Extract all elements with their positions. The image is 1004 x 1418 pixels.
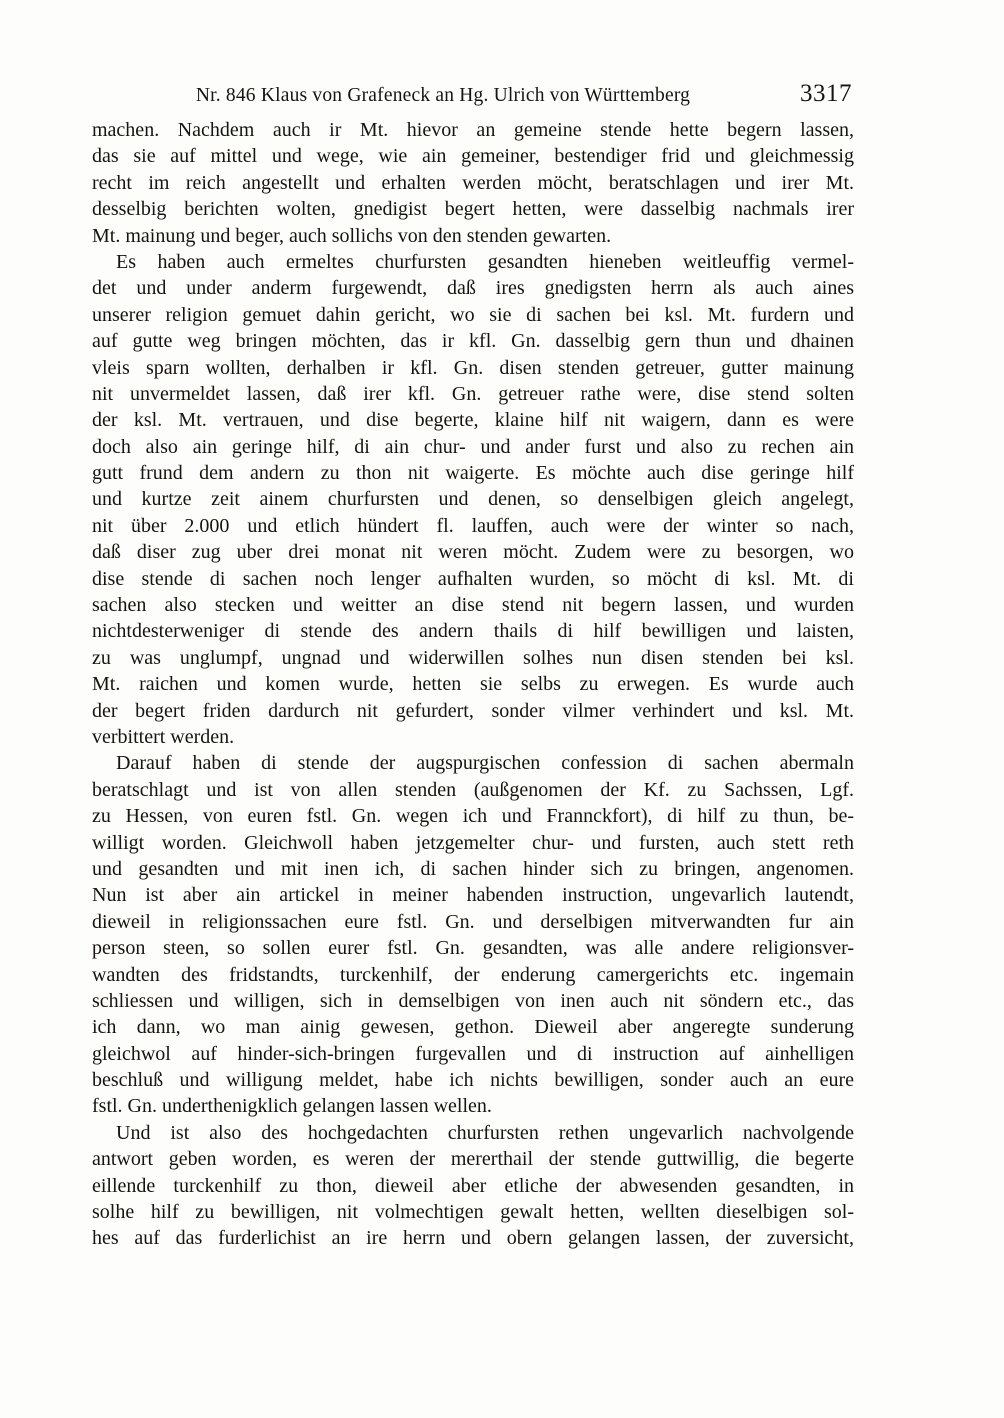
text-line: das sie auf mittel und wege, wie ain gemeiner, bestendiger frid und gleichmessig: [92, 145, 854, 168]
text-line: Nun ist aber ain artickel in meiner habenden instruction, ungevarlich lautendt,: [92, 884, 854, 907]
text-line: beratschlagt und ist von allen stenden (außgenomen der Kf. zu Sachssen, Lgf.: [92, 778, 854, 801]
text-line: Mt. mainung und beger, auch sollichs von den stenden gewarten.: [92, 224, 612, 247]
text-line: det und under anderm furgewendt, daß ires gnedigsten herrn als auch aines: [92, 277, 854, 300]
text-line: sachen also stecken und weitter an dise stend nit begern lassen, und wurden: [92, 594, 854, 617]
text-line: und kurtze zeit ainem churfursten und denen, so denselbigen gleich angelegt,: [92, 488, 854, 511]
text-line: dise stende di sachen noch lenger aufhalten wurden, so möcht di ksl. Mt. di: [92, 567, 854, 590]
text-line: der begert friden dardurch nit gefurdert, sonder vilmer verhindert und ksl. Mt.: [92, 699, 854, 722]
text-line: desselbig berichten wolten, gnedigist begert hetten, were dasselbig nachmals irer: [92, 198, 854, 221]
text-line: recht im reich angestellt und erhalten werden möcht, beratschlagen und irer Mt.: [92, 171, 854, 194]
text-line: daß diser zug uber drei monat nit weren möcht. Zudem were zu besorgen, wo: [92, 541, 854, 564]
running-head: Nr. 846 Klaus von Grafeneck an Hg. Ulrich von Württemberg: [195, 85, 691, 106]
text-line: und gesandten und mit inen ich, di sachen hinder sich zu bringen, angenomen.: [92, 857, 854, 880]
text-line: gutt frund dem andern zu thon nit waigerte. Es möchte auch dise geringe hilf: [92, 462, 854, 485]
text-line: zu was unglumpf, ungnad und widerwillen solhes nun disen stenden bei ksl.: [92, 646, 854, 669]
text-line: nit unvermeldet lassen, daß irer kfl. Gn. getreuer rathe were, dise stend solten: [92, 382, 854, 405]
text-line: zu Hessen, von euren fstl. Gn. wegen ich und Frannckfort), di hilf zu thun, be-: [92, 805, 854, 828]
text-line: beschluß und willigung meldet, habe ich nichts bewilligen, sonder auch an eure: [92, 1069, 854, 1092]
text-line: fstl. Gn. underthenigklich gelangen lassen wellen.: [92, 1095, 492, 1118]
text-line: vleis sparn wollten, derhalben ir kfl. Gn. disen stenden getreuer, gutter mainung: [92, 356, 854, 379]
text-line: verbittert werden.: [92, 725, 235, 748]
text-line: solhe hilf zu bewilligen, nit volmechtigen gewalt hetten, wellten dieselbigen sol-: [92, 1201, 854, 1224]
text-line: Und ist also des hochgedachten churfursten rethen ungevarlich nachvolgende: [116, 1121, 854, 1144]
text-line: dieweil in religionssachen eure fstl. Gn. und derselbigen mitverwandten fur ain: [92, 910, 854, 933]
paragraph: [92, 117, 854, 249]
text-line: Darauf haben di stende der augspurgischen confession di sachen abermaln: [116, 752, 854, 775]
text-line: eillende turckenhilf zu thon, dieweil aber etliche der abwesenden gesandten, in: [92, 1174, 854, 1197]
text-line: person steen, so sollen eurer fstl. Gn. gesandten, was alle andere religionsver-: [92, 937, 854, 960]
text-body: [92, 117, 854, 1252]
text-line: schliessen und willigen, sich in demselbigen von inen auch nit söndern etc., das: [92, 989, 854, 1012]
text-line: Es haben auch ermeltes churfursten gesandten hieneben weitleuffig vermel-: [116, 250, 854, 273]
text-line: willigt worden. Gleichwoll haben jetzgemelter chur- und fursten, auch stett reth: [92, 831, 854, 854]
text-line: machen. Nachdem auch ir Mt. hievor an gemeine stende hette begern lassen,: [92, 119, 854, 141]
text-line: Mt. raichen und komen wurde, hetten sie selbs zu erwegen. Es wurde auch: [92, 673, 854, 696]
page-number: 3317: [800, 80, 852, 107]
text-line: unserer religion gemuet dahin gericht, wo sie di sachen bei ksl. Mt. furdern und: [92, 303, 854, 326]
text-line: der ksl. Mt. vertrauen, und dise begerte, klaine hilf nit waigern, dann es were: [92, 409, 854, 432]
paragraph: [92, 1120, 854, 1252]
paragraph: [92, 750, 854, 1119]
text-line: nit über 2.000 und etlich hündert fl. lauffen, auch were der winter so nach,: [92, 514, 854, 537]
text-line: nichtdesterweniger di stende des andern thails di hilf bewilligen und laisten,: [92, 620, 854, 643]
paragraph: [92, 249, 854, 750]
page-header: [92, 80, 854, 112]
text-line: ich dann, wo man ainig gewesen, gethon. Dieweil aber angeregte sunderung: [92, 1016, 854, 1039]
text-line: doch also ain geringe hilf, di ain chur- und ander furst und also zu rechen ain: [92, 435, 854, 458]
text-line: hes auf das furderlichist an ire herrn und obern gelangen lassen, der zuversicht,: [92, 1227, 854, 1250]
text-line: auf gutte weg bringen möchten, das ir kfl. Gn. dasselbig gern thun und dhainen: [92, 330, 854, 353]
text-line: antwort geben worden, es weren der mererthail der stende guttwillig, die begerte: [92, 1148, 854, 1171]
text-line: wandten des fridstandts, turckenhilf, der enderung camergerichts etc. ingemain: [92, 963, 854, 986]
text-line: gleichwol auf hinder-sich-bringen furgevallen und di instruction auf ainhelligen: [92, 1042, 854, 1065]
